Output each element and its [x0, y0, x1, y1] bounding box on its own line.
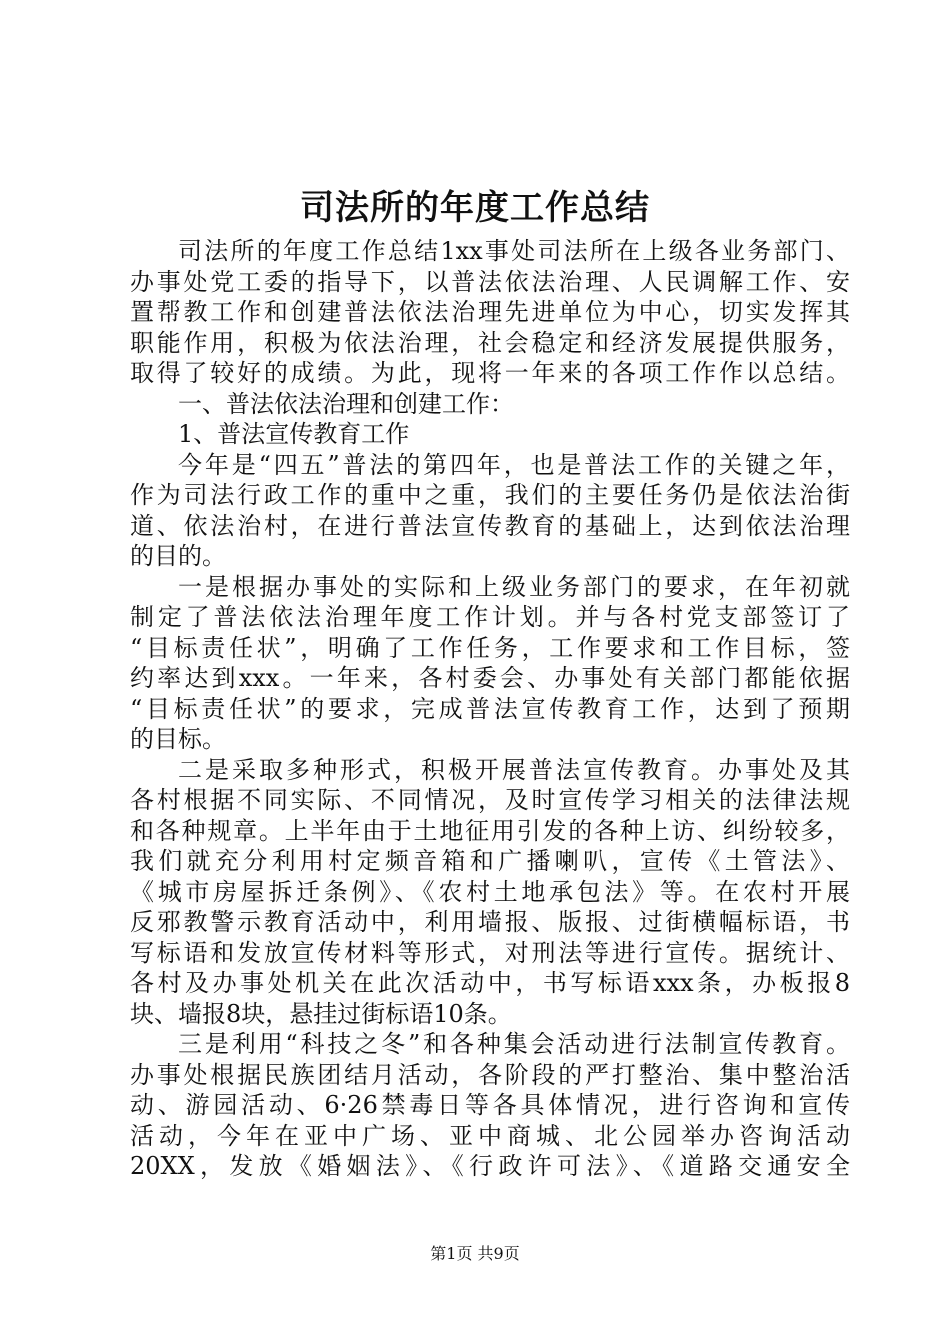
- body-line: 今年是“四五”普法的第四年，也是普法工作的关键之年，: [178, 450, 850, 479]
- body-line: 置帮教工作和创建普法依法治理先进单位为中心，切实发挥其: [130, 298, 850, 326]
- body-line: 20XX，发放《婚姻法》、《行政许可法》、《道路交通安全: [130, 1152, 850, 1180]
- body-line: 制定了普法依法治理年度工作计划。并与各村党支部签订了: [130, 603, 850, 631]
- page-number-footer: 第1页 共9页: [430, 1244, 520, 1263]
- body-line: 取得了较好的成绩。为此，现将一年来的各项工作作以总结。: [130, 359, 850, 387]
- body-line: 的目标。: [130, 725, 226, 753]
- body-line: 活动，今年在亚中广场、亚中商城、北公园举办咨询活动: [130, 1121, 850, 1150]
- body-line: 一、普法依法治理和创建工作：: [178, 389, 514, 418]
- body-line: 我们就充分利用村定频音箱和广播喇叭，宣传《土管法》、: [130, 847, 850, 875]
- document-body: [130, 236, 850, 1182]
- body-line: 各村及办事处机关在此次活动中，书写标语xxx条，办板报8: [130, 969, 850, 997]
- body-line: 《城市房屋拆迁条例》、《农村土地承包法》等。在农村开展: [130, 877, 850, 906]
- body-line: 的目的。: [130, 542, 226, 570]
- body-line: 二是采取多种形式，积极开展普法宣传教育。办事处及其: [178, 755, 850, 784]
- body-line: 约率达到xxx。一年来，各村委会、办事处有关部门都能依据: [130, 664, 850, 692]
- body-line: 动、游园活动、6·26禁毒日等各具体情况，进行咨询和宣传: [130, 1091, 850, 1119]
- body-line: 三是利用“科技之冬”和各种集会活动进行法制宣传教育。: [178, 1030, 850, 1058]
- body-line: 道、依法治村，在进行普法宣传教育的基础上，达到依法治理: [130, 511, 850, 540]
- body-line: “目标责任状”，明确了工作任务，工作要求和工作目标，签: [130, 633, 850, 662]
- document-title: 司法所的年度工作总结: [300, 188, 650, 228]
- body-line: 职能作用，积极为依法治理，社会稳定和经济发展提供服务，: [130, 328, 850, 357]
- body-line: 一是根据办事处的实际和上级业务部门的要求，在年初就: [178, 572, 850, 601]
- body-line: “目标责任状”的要求，完成普法宣传教育工作，达到了预期: [130, 694, 850, 723]
- body-line: 1、普法宣传教育工作: [178, 420, 410, 448]
- body-line: 反邪教警示教育活动中，利用墙报、版报、过街横幅标语，书: [130, 908, 850, 936]
- body-line: 各村根据不同实际、不同情况，及时宣传学习相关的法律法规: [130, 786, 850, 814]
- body-line: 司法所的年度工作总结1xx事处司法所在上级各业务部门、: [178, 237, 850, 265]
- body-line: 和各种规章。上半年由于土地征用引发的各种上访、纠纷较多，: [130, 816, 850, 845]
- body-line: 办事处根据民族团结月活动，各阶段的严打整治、集中整治活: [130, 1060, 850, 1089]
- body-line: 写标语和发放宣传材料等形式，对刑法等进行宣传。据统计、: [130, 938, 850, 967]
- body-line: 办事处党工委的指导下，以普法依法治理、人民调解工作、安: [130, 267, 850, 296]
- body-line: 块、墙报8块，悬挂过街标语10条。: [130, 999, 512, 1028]
- body-line: 作为司法行政工作的重中之重，我们的主要任务仍是依法治街: [130, 481, 850, 509]
